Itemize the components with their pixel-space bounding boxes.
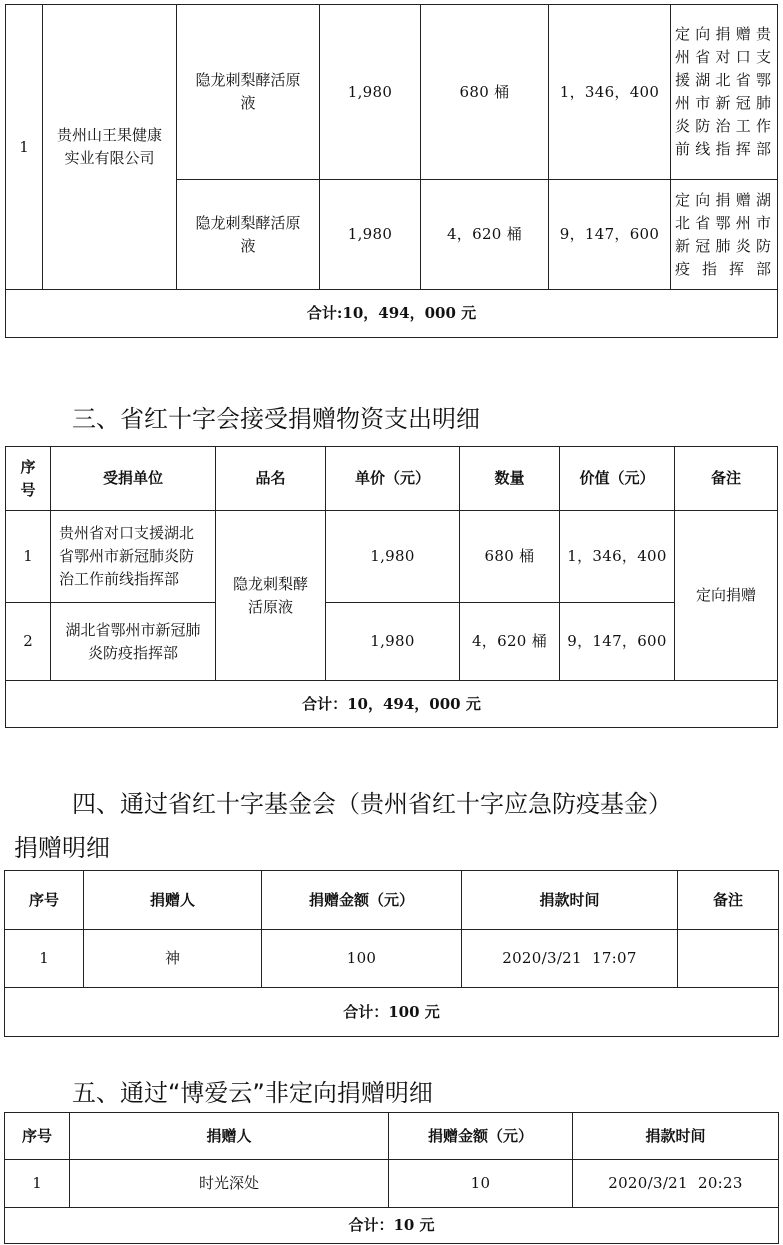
table-header-row [6, 447, 778, 511]
donation-amount: 10 [389, 1160, 573, 1208]
header-value: 价值（元） [560, 447, 675, 511]
total-value: 合计：10 元 [5, 1208, 779, 1244]
unit-price: 1,980 [320, 180, 421, 290]
quantity: 680 桶 [460, 511, 560, 603]
header-index: 序号 [5, 1113, 70, 1160]
table-row [6, 511, 778, 603]
row-index: 1 [5, 1160, 70, 1208]
total-row [5, 988, 779, 1037]
donation-time: 2020/3/21 20:23 [573, 1160, 779, 1208]
value: 1，346，400 [549, 5, 671, 180]
row-index: 1 [6, 511, 51, 603]
unit-price: 1,980 [326, 603, 460, 681]
recipient: 湖北省鄂州市新冠肺炎防疫指挥部 [51, 603, 216, 681]
header-index: 序号 [5, 871, 84, 930]
header-product: 品名 [216, 447, 326, 511]
section-4-heading-line2: 捐赠明细 [14, 834, 110, 862]
total-row [6, 681, 778, 728]
donor-name: 贵州山王果健康实业有限公司 [43, 5, 177, 290]
table-header-row [5, 1113, 779, 1160]
header-donor: 捐赠人 [70, 1113, 389, 1160]
quantity: 680 桶 [421, 5, 549, 180]
quantity: 4，620 桶 [421, 180, 549, 290]
section-3-heading: 三、省红十字会接受捐赠物资支出明细 [72, 405, 480, 433]
unit-price: 1,980 [320, 5, 421, 180]
header-amount: 捐赠金额（元） [389, 1113, 573, 1160]
header-note: 备注 [678, 871, 779, 930]
header-quantity: 数量 [460, 447, 560, 511]
header-amount: 捐赠金额（元） [262, 871, 462, 930]
header-unit-price: 单价（元） [326, 447, 460, 511]
donation-time: 2020/3/21 17:07 [462, 930, 678, 988]
table-row [5, 930, 779, 988]
note: 定向捐赠湖北省鄂州市新冠肺炎防疫指挥部 [671, 180, 778, 290]
note [678, 930, 779, 988]
header-donor: 捐赠人 [84, 871, 262, 930]
unit-price: 1,980 [326, 511, 460, 603]
header-time: 捐款时间 [573, 1113, 779, 1160]
row-index: 1 [6, 5, 43, 290]
product-name: 隐龙刺梨酵活原液 [177, 5, 320, 180]
donation-amount: 100 [262, 930, 462, 988]
table-row [6, 603, 778, 681]
total-value: 合计：100 元 [5, 988, 779, 1037]
expenditure-table [5, 446, 778, 728]
donor-name: 时光深处 [70, 1160, 389, 1208]
row-index: 2 [6, 603, 51, 681]
table-row [5, 1160, 779, 1208]
row-index: 1 [5, 930, 84, 988]
value: 1，346，400 [560, 511, 675, 603]
table-header-row [5, 871, 779, 930]
section-5-heading: 五、通过“博爱云”非定向捐赠明细 [72, 1079, 433, 1107]
header-recipient: 受捐单位 [51, 447, 216, 511]
header-time: 捐款时间 [462, 871, 678, 930]
value: 9，147，600 [549, 180, 671, 290]
recipient: 贵州省对口支援湖北省鄂州市新冠肺炎防治工作前线指挥部 [51, 511, 216, 603]
fund-donation-table [4, 870, 779, 1037]
total-row [5, 1208, 779, 1244]
section-4-heading-line1: 四、通过省红十字基金会（贵州省红十字应急防疫基金） [72, 790, 672, 818]
header-index: 序号 [6, 447, 51, 511]
total-row [6, 290, 778, 338]
boaiyun-donation-table [4, 1112, 779, 1244]
header-note: 备注 [675, 447, 778, 511]
total-value: 合计：10，494，000 元 [6, 681, 778, 728]
product-name: 隐龙刺梨酵活原液 [177, 180, 320, 290]
quantity: 4，620 桶 [460, 603, 560, 681]
table-row [6, 5, 778, 180]
note: 定向捐赠贵州省对口支援湖北省鄂州市新冠肺炎防治工作前线指挥部 [671, 5, 778, 180]
product-name: 隐龙刺梨酵活原液 [216, 511, 326, 681]
donor-name: 神 [84, 930, 262, 988]
value: 9，147，600 [560, 603, 675, 681]
donation-receipt-table [5, 4, 778, 338]
note: 定向捐赠 [675, 511, 778, 681]
total-value: 合计:10，494，000 元 [6, 290, 778, 338]
